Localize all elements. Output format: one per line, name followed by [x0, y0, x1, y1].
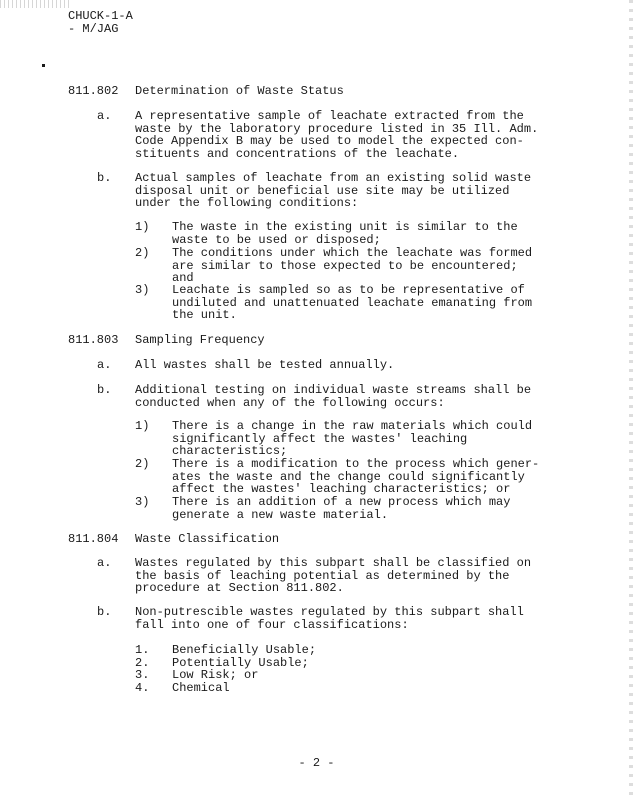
subitem-text: Beneficially Usable;: [172, 643, 317, 657]
section-title: Determination of Waste Status: [135, 84, 344, 98]
item-text: Actual samples of leachate from an existing solid waste disposal unit or beneficial use site may be utilized under the following conditions:: [135, 171, 532, 211]
subitem-text: Potentially Usable;: [172, 656, 309, 670]
subitem-text: The conditions under which the leachate was formed are similar to those expected to be encountered; and: [172, 246, 533, 286]
item-label: b.: [97, 171, 112, 185]
subitem-label: 3.: [135, 668, 150, 682]
section-number: 811.803: [68, 333, 119, 347]
subitem-text: There is an addition of a new process which may generate a new waste material.: [172, 495, 511, 522]
item-label: a.: [97, 109, 112, 123]
subitem-text: Leachate is sampled so as to be representative of undiluted and unattenuated leachate emanating from the unit.: [172, 283, 533, 323]
item-label: b.: [97, 605, 112, 619]
section-title: Sampling Frequency: [135, 333, 265, 347]
subitem-label: 1): [135, 419, 150, 433]
subitem-label: 2): [135, 246, 150, 260]
section-number: 811.804: [68, 532, 119, 546]
item-text: Wastes regulated by this subpart shall be classified on the basis of leaching potential as determined by the procedure at Section 811.802.: [135, 556, 532, 596]
section-number: 811.802: [68, 84, 119, 98]
page-number: - 2 -: [298, 756, 335, 770]
subitem-text: Chemical: [172, 681, 230, 695]
item-label: a.: [97, 556, 112, 570]
subitem-label: 1): [135, 220, 150, 234]
section-title: Waste Classification: [135, 532, 280, 546]
subitem-text: There is a change in the raw materials which could significantly affect the wastes' leaching characteristics;: [172, 419, 533, 459]
subitem-label: 4.: [135, 681, 150, 695]
subitem-label: 3): [135, 283, 150, 297]
item-text: Additional testing on individual waste streams shall be conducted when any of the following occurs:: [135, 383, 532, 410]
subitem-text: The waste in the existing unit is similar to the waste to be used or disposed;: [172, 220, 518, 247]
subitem-label: 3): [135, 495, 150, 509]
margin-mark: [42, 64, 45, 67]
subitem-text: Low Risk; or: [172, 668, 259, 682]
subitem-label: 2.: [135, 656, 150, 670]
item-label: b.: [97, 383, 112, 397]
item-label: a.: [97, 358, 112, 372]
scan-artifact: [0, 0, 70, 8]
item-text: All wastes shall be tested annually.: [135, 358, 395, 372]
subitem-label: 1.: [135, 643, 150, 657]
header-line-1: CHUCK-1-A: [68, 9, 133, 23]
subitem-label: 2): [135, 457, 150, 471]
header-line-2: - M/JAG: [68, 21, 119, 36]
item-text: A representative sample of leachate extracted from the waste by the laboratory procedure listed in 35 Ill. Adm. Code Appendix B may be used to model the expected con- stituents and concentrations of the leachate.: [135, 109, 539, 161]
item-text: Non-putrescible wastes regulated by this subpart shall fall into one of four classifications:: [135, 605, 524, 632]
subitem-text: There is a modification to the process which gener- ates the waste and the change could significantly affect the wastes' leaching characteristics; or: [172, 457, 540, 497]
document-header: [68, 10, 133, 35]
scan-edge: [629, 0, 633, 800]
